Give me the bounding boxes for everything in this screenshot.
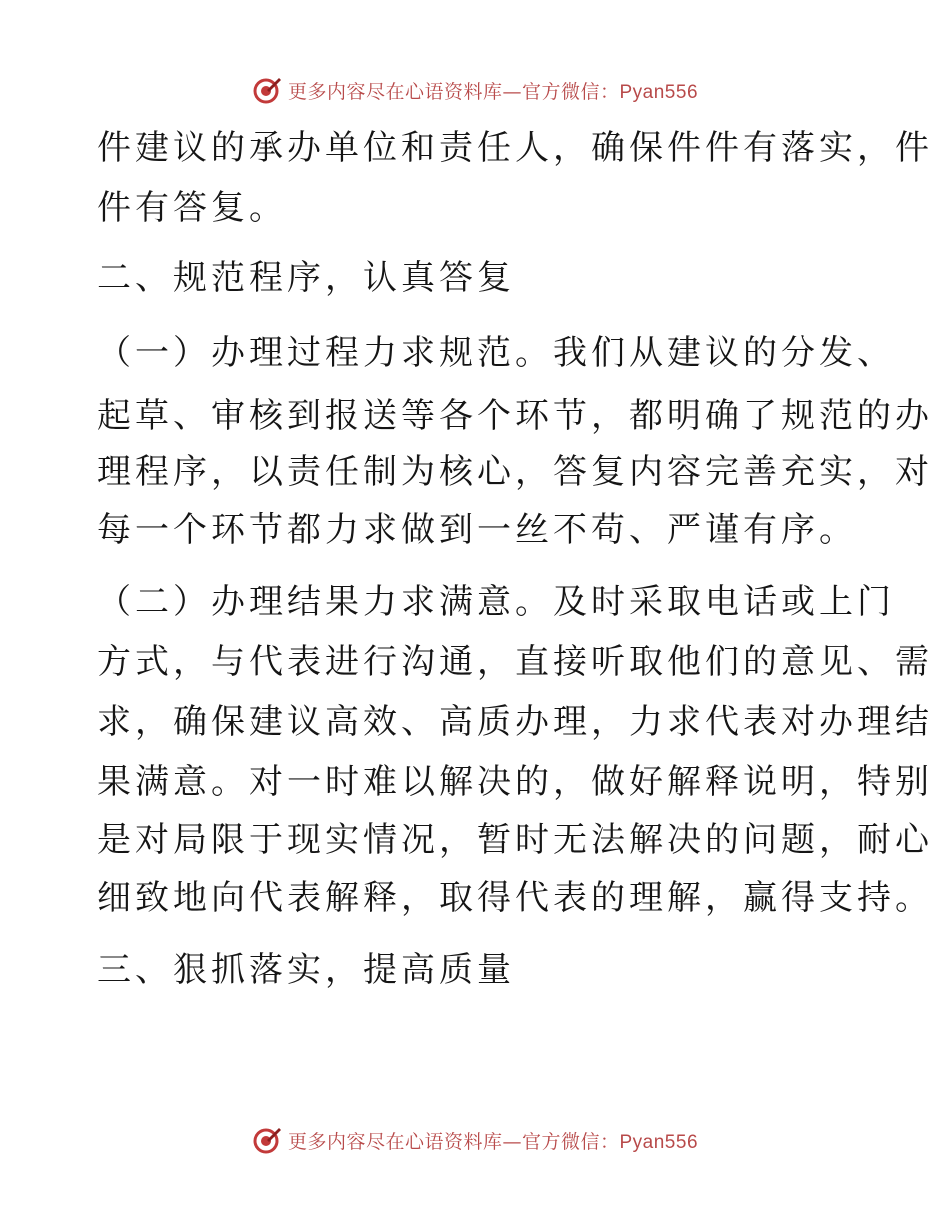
section-heading: 二、规范程序，认真答复	[97, 258, 515, 298]
body-line: 是对局限于现实情况，暂时无法解决的问题，耐心	[97, 820, 933, 860]
quill-logo-icon	[252, 1125, 282, 1155]
body-line: 理程序，以责任制为核心，答复内容完善充实，对	[97, 452, 933, 492]
header-wechat-id: Pyan556	[619, 81, 699, 103]
body-line: 求，确保建议高效、高质办理，力求代表对办理结	[97, 702, 933, 742]
body-line: 起草、审核到报送等各个环节，都明确了规范的办	[97, 396, 933, 436]
footer-banner	[0, 1120, 950, 1160]
section-heading: 三、狠抓落实，提高质量	[97, 950, 515, 990]
body-line: 每一个环节都力求做到一丝不苟、严谨有序。	[97, 510, 857, 550]
body-line: 方式，与代表进行沟通，直接听取他们的意见、需	[97, 642, 933, 682]
footer-wechat-id: Pyan556	[619, 1131, 699, 1153]
header-banner-label: 更多内容尽在心语资料库—官方微信：	[287, 80, 620, 103]
body-line: 细致地向代表解释，取得代表的理解，赢得支持。	[97, 878, 933, 918]
header-banner	[0, 70, 950, 110]
body-line: （二）办理结果力求满意。及时采取电话或上门	[97, 582, 895, 622]
body-line: 件有答复。	[97, 188, 287, 228]
body-line: （一）办理过程力求规范。我们从建议的分发、	[97, 333, 895, 373]
body-line: 果满意。对一时难以解决的，做好解释说明，特别	[97, 762, 933, 802]
footer-banner-label: 更多内容尽在心语资料库—官方微信：	[287, 1130, 620, 1153]
body-line: 件建议的承办单位和责任人，确保件件有落实，件	[97, 128, 933, 168]
quill-logo-icon	[252, 75, 282, 105]
header-banner-text	[288, 77, 698, 104]
footer-banner-text	[288, 1127, 698, 1154]
